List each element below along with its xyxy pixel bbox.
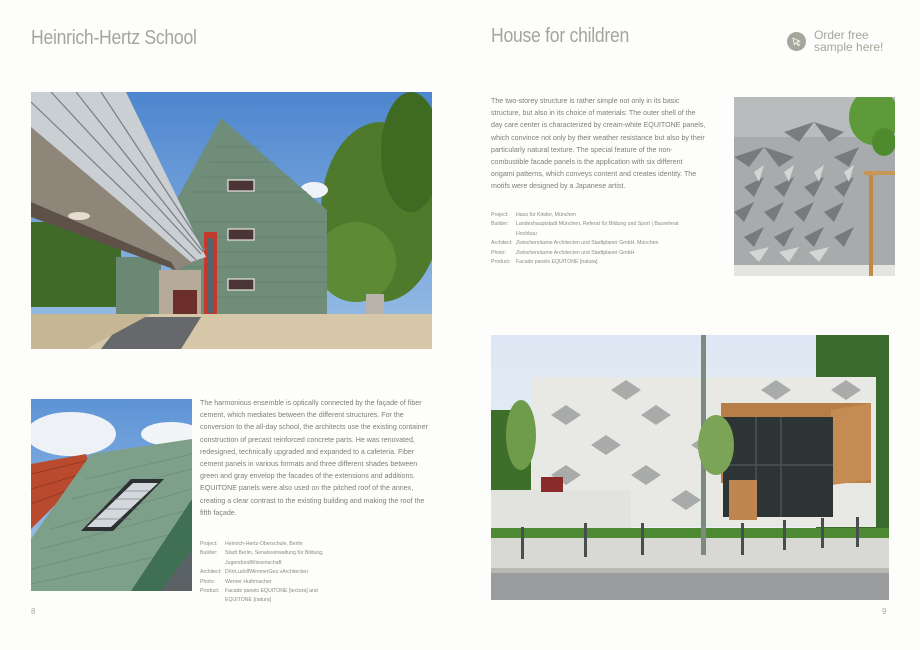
- right-page-body-text: The two-storey structure is rather simple not only in its basic structure, but also in its choice of materials: The outer shell of the day care center is characterized by cream-white EQUITONE panels, which convince not only by their weather resistance but also by their particularly natural texture. The special feature of the non-combustible facade panels is the application with six different origami patterns, which conveys content and creates identity. The motifs were designed by a Japanese artist.: [491, 97, 706, 191]
- left-page-number: 8: [31, 607, 36, 616]
- meta-row-architect: Architect: Zwischenräume Architecten und Stadtplaner GmbH, München: [491, 240, 659, 247]
- origami-pattern-facade-photo: [734, 97, 895, 276]
- meta-row-builder: Builder: Stadt Berlin, Senatsverwaltung für Bildung, JugendundWissenschaft: [200, 550, 324, 566]
- green-roof-detail-photo: [31, 399, 192, 591]
- left-page-title: Heinrich-Hertz School: [31, 27, 197, 49]
- left-page-project-meta: [200, 540, 340, 606]
- school-exterior-photo: [31, 92, 432, 349]
- meta-row-project: Project: Heinrich-Hertz-Oberschule, Berlin: [200, 541, 303, 547]
- right-page-project-meta: [491, 211, 681, 267]
- cursor-icon: [787, 32, 806, 51]
- left-page-body-text: The harmonious ensemble is optically connected by the façade of fiber cement, which mediates between the different structures. For the conversion to the all-day school, the architects use the existing container construction of precast reinforced concrete parts. He was renovated, redesigned, technically upgraded and expanded to a cafeteria. Fiber cement panels in various formats and three different shades between green and gray envelop the facades of the extensions and additions. EQUITONE panels were also used on the pitched roof of the annex, creating a clear contrast to the existing building and making the roof the fifth façade.: [200, 399, 428, 517]
- order-sample-label: Order free sample here!: [814, 28, 884, 54]
- meta-row-photo: Photo: Werner Huthmacher: [200, 578, 272, 585]
- meta-row-product: Product: Facade panels EQUITONE [tectura] and EQUITONE [natura]: [200, 588, 318, 604]
- meta-row-project: Project: Haus für Kinder, München: [491, 212, 576, 218]
- right-page-title: House for children: [491, 25, 630, 47]
- meta-row-product: Product: Facade panels EQUITONE [natura]: [491, 259, 598, 266]
- meta-row-photo: Photo: Zwischenräume Architecten und Stadtplaner GmbH: [491, 249, 635, 256]
- order-sample-button[interactable]: [787, 29, 883, 53]
- meta-row-architect: Architect: DörrLudolfWimmerGes.vArchitecten: [200, 569, 309, 576]
- right-page-number: 9: [882, 607, 887, 616]
- meta-row-builder: Builder: Landeshauptstadt München, Referat für Bildung und Sport | Baureferat Hochbau: [491, 221, 679, 237]
- house-for-children-exterior-photo: [491, 335, 889, 600]
